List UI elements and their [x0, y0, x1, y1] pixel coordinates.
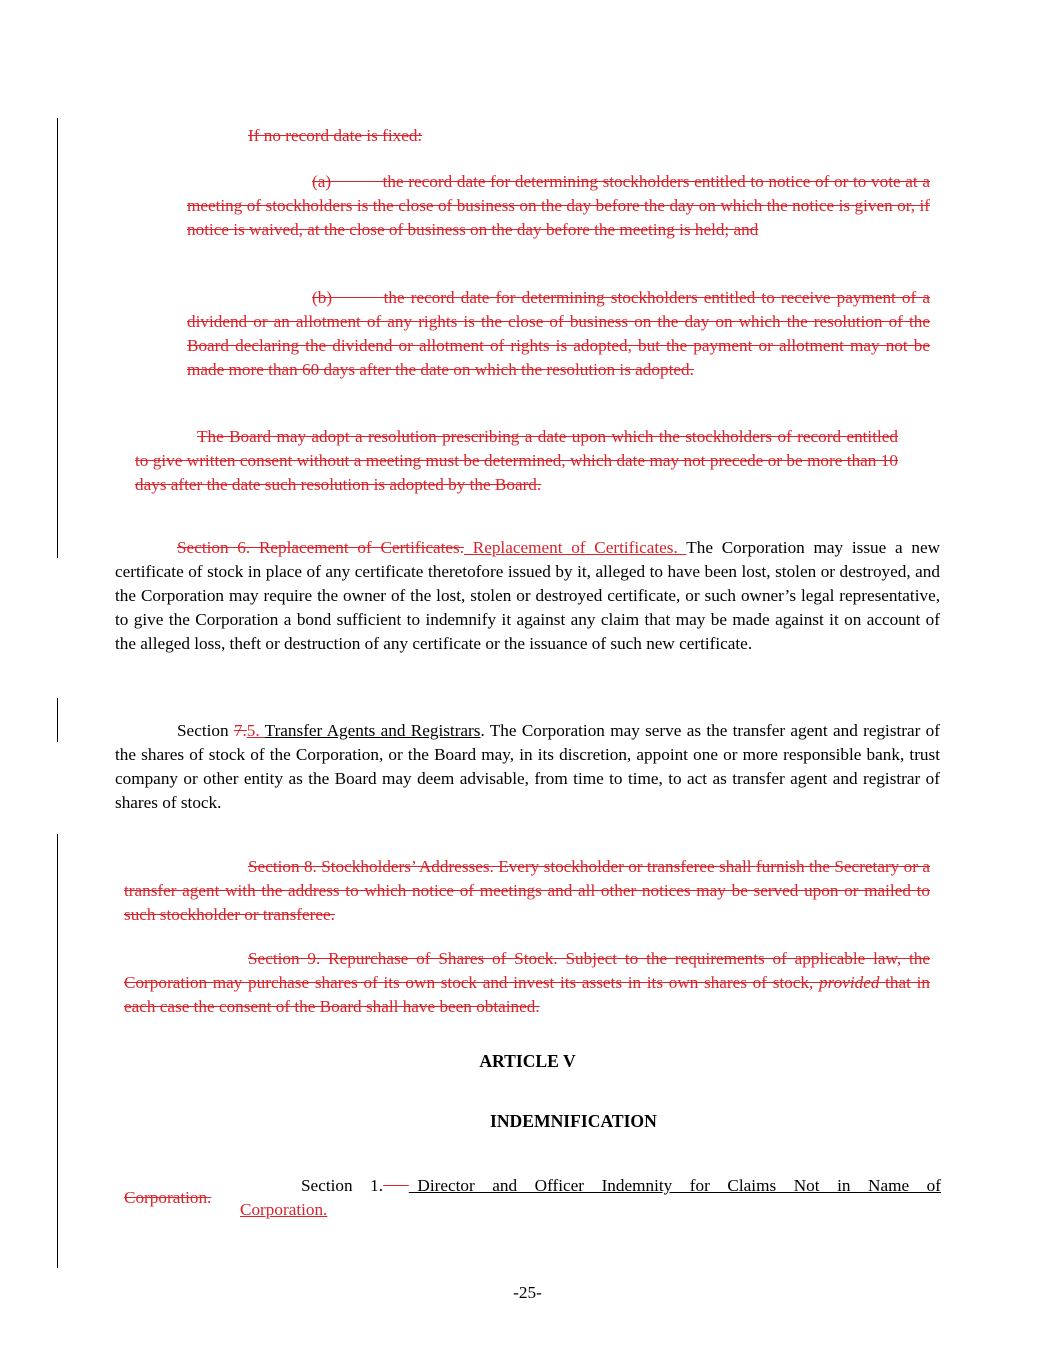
inserted-text-run: Replacement of Certificates. — [464, 538, 687, 557]
text-run: The Corporation may serve as the transfer agent and registrar of the shares of stock of the Corporation, or the Board may, in its discretion, appoint one or more responsible bank, trust company or other entity as the Board may deem advisable, from time to time, to act as transfer agent and registrar of shares of stock. — [115, 721, 940, 812]
deleted-text-run: that in each case the consent of the Board shall have been obtained. — [124, 973, 930, 1016]
text-run: Section — [177, 721, 234, 740]
text-run: . — [480, 721, 490, 740]
paragraph-section-8-stockholders-addresses — [124, 855, 930, 927]
text-run: Section 1. — [301, 1176, 384, 1195]
inserted-text-run: Corporation. — [240, 1200, 328, 1219]
deleted-text-run: 7. — [233, 721, 247, 740]
paragraph-no-record-date — [248, 124, 930, 148]
change-bar — [57, 118, 58, 558]
paragraph-section-7-transfer-agents — [115, 719, 940, 815]
deleted-text-run: If no record date is fixed: — [248, 126, 423, 145]
deleted-text-run — [383, 1176, 409, 1195]
page-number: -25- — [513, 1283, 542, 1302]
deleted-text-run: Section 8. Stockholders’ Addresses. Every stockholder or transferee shall furnish the Secretary or a transfer agent with the address to which notice of meetings and all other notices may be served upon or mailed to such stockholder or transferee. — [124, 857, 930, 924]
section-caption-text: Transfer Agents and Registrars — [264, 721, 481, 740]
text-run: The Corporation may issue a new certificate of stock in place of any certificate theretofore issued by it, alleged to have been lost, stolen or destroyed, and the Corporation may require the owner of the lost, stolen or destroyed certificate, or such owner’s legal representative, to give the Corporation a bond sufficient to indemnify it against any claim that may be made against it on account of the alleged loss, theft or destruction of any certificate or the issuance of such new certificate. — [115, 538, 940, 653]
paragraph-board-written-consent — [135, 425, 898, 497]
paragraph-record-date-item-b — [187, 286, 930, 382]
change-bar — [57, 698, 58, 742]
article-heading: ARTICLE V — [479, 1051, 576, 1071]
paragraph-record-date-item-a — [187, 170, 930, 242]
paragraph-section-6-replacement-of-certificates — [115, 536, 940, 656]
paragraph-section-9-repurchase-of-shares — [124, 947, 930, 1019]
inserted-corporation-text — [240, 1198, 327, 1222]
deleted-text-run: The Board may adopt a resolution prescribing a date upon which the stockholders of record entitled to give written consent without a meeting must be determined, which date may not precede or be more than 10 days after the date such resolution is adopted by the Board. — [135, 427, 898, 494]
deleted-text-run: Corporation. — [124, 1188, 212, 1207]
deleted-text-run: Section 9. Repurchase of Shares of Stock. Subject to the requirements of applicable law, the Corporation may purchase shares of its own stock and invest its assets in its own shares of stock, — [124, 949, 930, 992]
deleted-text-run: provided — [818, 973, 880, 992]
article-title-heading: INDEMNIFICATION — [490, 1111, 657, 1131]
deleted-corporation-text — [124, 1186, 211, 1210]
deleted-text-run: Section 6. Replacement of Certificates. — [177, 538, 464, 557]
deleted-text-run: (b) the record date for determining stockholders entitled to receive payment of a dividend or an allotment of any rights is the close of business on the day on which the resolution of the Board declaring the dividend or allotment of rights is adopted, but the payment or allotment may not be made more than 60 days after the date on which the resolution is adopted. — [187, 288, 930, 379]
paragraph-article-5-section-1 — [301, 1174, 941, 1198]
section-caption-text: Director and Officer Indemnity for Claims Not in Name of — [408, 1176, 941, 1195]
inserted-text-run: 5. — [246, 721, 265, 740]
deleted-text-run: (a) the record date for determining stockholders entitled to notice of or to vote at a meeting of stockholders is the close of business on the day before the day on which the notice is given or, if notice is waived, at the close of business on the day before the meeting is held; and — [187, 172, 930, 239]
